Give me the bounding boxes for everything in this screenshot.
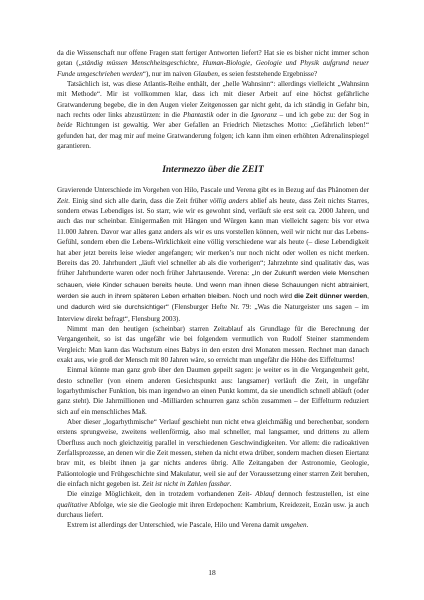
text-span: Aber dieser „logarhythmische“ Verlauf geschieht nun nicht etwa gleichmäßig und berechenbar, sondern erstens sprungweise, zweitens wellenförmig, also mal schneller, mal langsamer, und drittens zu allem Überfluss auch noch gleichzeitig parallel in verschiedenen Geschwindigkeiten. Vor allem: die radioaktiven Zerfallsprozesse, an denen wir die Zeit messen, stehen da nicht etwa drüber, sondern machen diesen Eiertanz brav mit, es bleibt ihnen ja gar nichts anderes übrig. Alle Zeitangaben der Astronomie, Geologie, Paläontologie und Frühgeschichte sind Makulatur, weil sie auf der Voraussetzung einer starren Zeit beruhen, die einfach nicht gegeben ist.: [57, 418, 369, 489]
paragraph: [57, 489, 369, 520]
emphasis-span: Zeit: [57, 196, 69, 205]
emphasis-span: Ignoranz: [251, 111, 277, 120]
section-heading: Intermezzo über die ZEIT: [162, 165, 264, 176]
body-text-intermezzo: [57, 185, 369, 530]
text-span: Nimmt man den heutigen (scheinbar) starren Zeitablauf als Grundlage für die Berechnung der Vergangenheit, so ist das ungefähr wie bei folgendem vermutlich von Rudolf Steiner stammendem Vergleich: Man kann das Wachstum eines Babys in den ersten drei Monaten messen. Rechnet man danach exakt aus, wie groß der Mensch mit 80 Jahren wäre, so erreicht man ungefähr die Höhe des Eiffelturms!: [57, 324, 369, 364]
emphasis-span: Ablauf: [255, 490, 275, 499]
text-span: da die Wissenschaft nur offene Fragen statt fertiger Antworten liefert? Hat sie es bisher nicht immer schon getan („: [57, 49, 369, 68]
body-text-top: [57, 48, 369, 151]
page-number: 18: [208, 568, 216, 577]
text-span: Extrem ist allerdings der Unterschied, wie Pascale, Hilo und Verena damit: [67, 521, 281, 530]
text-span: . Einig sind sich alle darin, dass die Zeit früher: [68, 196, 210, 205]
paragraph: [57, 324, 369, 365]
paragraph: [57, 417, 369, 489]
text-span: Gravierende Unterschiede im Vorgehen von Hilo, Pascale und Verena gibt es in Bezug auf das Phänomen der: [57, 186, 369, 195]
text-span: ablief als heute, dass Zeit nichts Starres, sondern etwas Lebendiges ist. So starr, wie wir es gewohnt sind, verläuft sie erst seit ca. 2000 Jahren, und auch das nur scheinbar. Einigermaßen mit Hängen und Würgen kann man vielleicht sagen: bis vor etwa 11.000 Jahren. Davor war alles ganz anders als wir es uns vorstellen können, weil wir nicht nur das Lebens-Gefühl, sondern eben die Lebens-Wirklichkeit eine völlig verschiedene war als heute (– diese Lebendigkeit hat aber jetzt bereits leise wieder angefangen; wir merken’s nur noch nicht oder wollen es nicht merken. Bereits das 20. Jahrhundert „läuft viel schneller ab als die vorherigen“; Jahrzehnte sind qualitativ das, was früher Jahrhunderte waren oder noch früher Jahrtausende. Verena: „: [57, 196, 369, 278]
emphasis-span: beide: [57, 121, 73, 130]
emphasis-span: Phantastik: [182, 111, 214, 120]
emphasis-span: Glauben: [193, 69, 218, 78]
paragraph: [57, 365, 369, 417]
text-span: .: [306, 521, 309, 530]
emphasis-span: ständig müssen Menschheitsgeschichte, Human-Biologie, Geologie und Physik aufgrund neuer Funde umgeschrieben werden: [57, 59, 369, 78]
emphasis-span: völlig anders: [209, 196, 249, 205]
text-span: “ (Flensburger Hefte Nr. 79: „Was die Naturgeister uns sagen – im Interview direkt befragt“, Flensburg 2003).: [57, 303, 369, 323]
emphasis-span: umgehen: [280, 521, 307, 530]
quote-span: In der Zukunft werden viele Menschen schauen, viele Kinder schauen bereits heute. Und wenn man ihnen diese Schauungen nicht abtrainiert, werden sie auch in ihrem späteren Leben erhalten bleiben. Noch und noch wird: [57, 270, 369, 300]
emphasis-span: Zeit ist nicht in Zahlen fassbar: [142, 480, 230, 489]
text-span: Tatsächlich ist, was diese Atlantis-Reihe enthält, der „helle Wahnsinn“: allerdings vielleicht „Wahnsinn mit Methode“. Mir ist vollkommen klar, dass ich mit dieser Arbeit auf eine höchst gefährliche Gratwanderung begebe, die in den Augen vieler Zeitgenossen gar nicht geht, da ich ständig in Gefahr bin, nach rechts oder links abzustürzen: in die: [57, 80, 369, 120]
quote-span: die Zeit dünner werden: [294, 292, 368, 300]
emphasis-span: qualitative: [57, 500, 88, 509]
text-span: Einmal könnte man ganz grob über den Daumen gepeilt sagen: je weiter es in die Vergangenheit geht, desto schneller (von einem anderen Gesichtspunkt aus: langsamer) verläuft die Zeit, in ungefähr logarhythmischer Funktion, bis man irgendwo an einen Punkt kommt, da sie unendlich schnell abläuft (oder ganz steht). Die Jahrmillionen und -Milliarden schnurren ganz schön zusammen – der Eiffelturm reduziert sich auf ein menschliches Maß.: [57, 366, 369, 416]
text-span: oder in die: [213, 111, 252, 120]
text-span: Die einzige Möglichkeit, den in trotzdem vorhandenen Zeit-: [67, 490, 256, 499]
text-span: Abfolge, wie sie die Geologie mit ihren Erdepochen: Kambrium, Kreidezeit, Eozän usw. ja auch durchaus liefert.: [57, 500, 369, 520]
text-span: , es seien feststehende Ergebnisse?: [217, 69, 318, 78]
text-span: – und ich gebe zu: der Sog in: [276, 111, 369, 120]
text-span: .: [229, 480, 232, 489]
text-span: dennoch festzustellen, ist eine: [274, 490, 369, 499]
text-span: Richtungen ist gewaltig. Wer aber Gefallen an Friedrich Nietzsches Motto: „Gefährlich leben!“ gefunden hat, der mag mir auf meine Gratwanderung folgen; ich kann ihm einen erhöhten Adrenalinspiegel garantieren.: [57, 121, 369, 151]
paragraph: [57, 48, 369, 79]
text-span: “), nur im naiven: [142, 69, 194, 78]
quote-span: , und dadurch wird sie durchsichtiger: [57, 292, 369, 312]
paragraph: [57, 185, 369, 323]
paragraph: [57, 520, 369, 530]
paragraph: [57, 79, 369, 151]
